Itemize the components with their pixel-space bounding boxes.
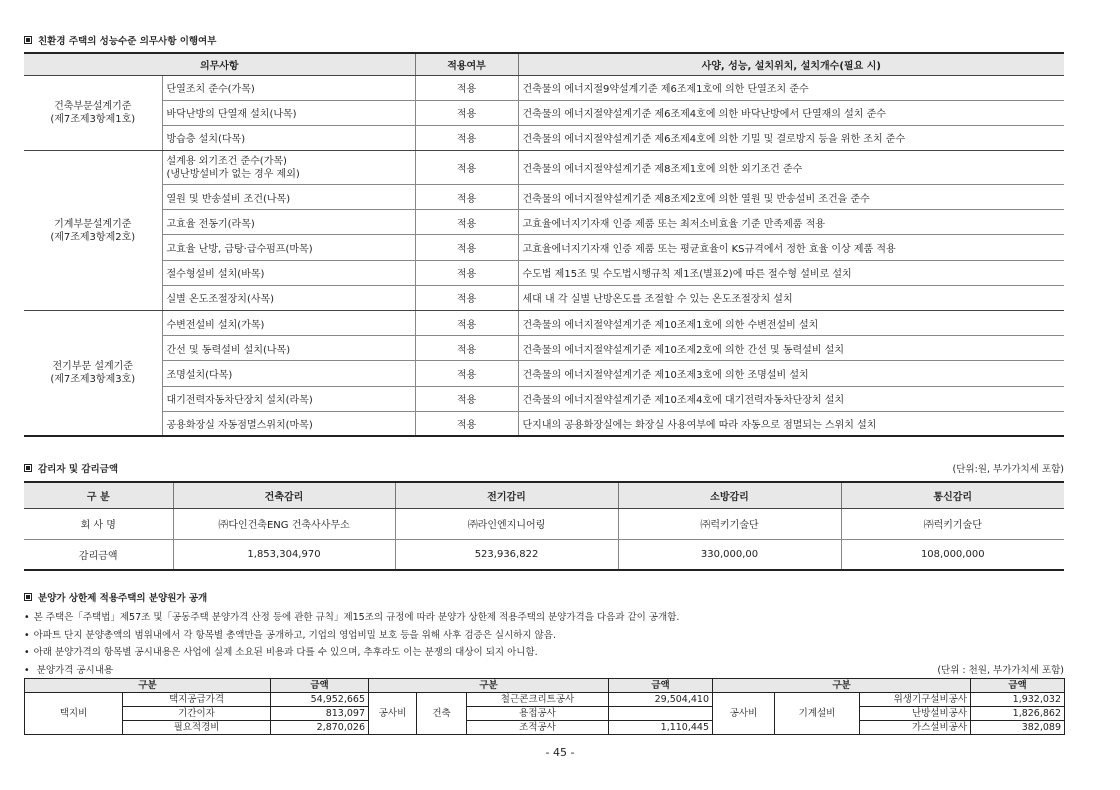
table-cell: 1,932,032 <box>971 693 1065 707</box>
mechanical-sub-label: 기계설비 <box>775 693 860 735</box>
square-bullet-icon <box>24 36 32 44</box>
table-cell: 난방설비공사 <box>860 707 971 721</box>
supervisor-header-cell: 구 분 <box>24 482 173 508</box>
price-header-gubun: 구분 <box>369 679 609 693</box>
eco-desc-cell: 건축물의 에너지절9약설계기준 제6조제1호에 의한 단열조치 준수 <box>518 75 1064 100</box>
table-cell: 1,853,304,970 <box>173 539 395 570</box>
eco-item-cell: 간선 및 동력설비 설치(나목) <box>162 336 415 361</box>
supervisor-header-cell: 건축감리 <box>173 482 395 508</box>
table-cell: 1,826,862 <box>971 707 1065 721</box>
square-bullet-icon <box>24 593 32 601</box>
table-cell: 29,504,410 <box>609 693 713 707</box>
supervisor-section-title: 감리자 및 감리금액 <box>24 461 118 475</box>
eco-desc-cell: 건축물의 에너지절약설계기준 제10조제1호에 의한 수변전설비 설치 <box>518 311 1064 336</box>
eco-desc-cell: 건축물의 에너지절약설계기준 제8조제1호에 의한 외기조건 준수 <box>518 151 1064 185</box>
eco-desc-cell: 건축물의 에너지절약설계기준 제6조제4호에 의한 기밀 및 결로방지 등을 위한 조치 준수 <box>518 125 1064 150</box>
eco-desc-cell: 건축물의 에너지절약설계기준 제10조제4호에 대기전력자동차단장치 설치 <box>518 386 1064 411</box>
construction-sub-label: 건축 <box>417 693 467 735</box>
eco-applied-cell: 적용 <box>415 235 518 260</box>
eco-applied-cell: 적용 <box>415 75 518 100</box>
table-row <box>24 285 1064 310</box>
table-cell: 523,936,822 <box>395 539 618 570</box>
table-row <box>24 125 1064 150</box>
table-cell: 382,089 <box>971 721 1065 735</box>
page-number: - 45 - <box>545 746 575 759</box>
table-row <box>24 75 1064 100</box>
construction-cost-label: 공사비 <box>369 693 417 735</box>
eco-applied-cell: 적용 <box>415 411 518 436</box>
eco-applied-cell: 적용 <box>415 100 518 125</box>
land-cost-label: 택지비 <box>25 693 123 735</box>
table-row <box>24 260 1064 285</box>
note-item-with-unit <box>24 662 1064 680</box>
eco-header-applied: 적용여부 <box>415 53 518 75</box>
eco-group-label: 건축부문설계기준 (제7조제3항제1호) <box>24 75 162 151</box>
eco-item-cell: 단열조치 준수(가목) <box>162 75 415 100</box>
table-row <box>24 508 1064 539</box>
table-row <box>24 311 1064 336</box>
note-item: 분양가격 공시내용 <box>36 664 114 676</box>
eco-item-cell: 열원 및 반송설비 조건(나목) <box>162 185 415 210</box>
eco-desc-cell: 건축물의 에너지절약설계기준 제6조제4호에 의한 바닥난방에서 단열재의 설치 준수 <box>518 100 1064 125</box>
eco-header-spec: 사양, 성능, 설치위치, 설치개수(필요 시) <box>518 53 1064 75</box>
eco-applied-cell: 적용 <box>415 210 518 235</box>
table-row <box>24 151 1064 185</box>
eco-item-cell: 실별 온도조절장치(사목) <box>162 285 415 310</box>
eco-item-cell: 조명설치(다목) <box>162 361 415 386</box>
supervisor-header-cell: 통신감리 <box>841 482 1064 508</box>
eco-section-title: 친환경 주택의 성능수준 의무사항 이행여부 <box>24 33 216 47</box>
table-cell: 용접공사 <box>467 707 609 721</box>
eco-desc-cell: 건축물의 에너지절약설계기준 제8조제2호에 의한 열원 및 반송설비 조건을 준수 <box>518 185 1064 210</box>
eco-requirements-table <box>24 52 1064 437</box>
table-row <box>24 411 1064 436</box>
price-header-gubun: 구분 <box>713 679 971 693</box>
eco-applied-cell: 적용 <box>415 311 518 336</box>
table-cell: 위생기구설비공사 <box>860 693 971 707</box>
table-cell: 필요적경비 <box>123 721 271 735</box>
table-cell: 택지공급가격 <box>123 693 271 707</box>
supervisor-header-cell: 전기감리 <box>395 482 618 508</box>
eco-group-label: 기계부문설계기준 (제7조제3항제2호) <box>24 151 162 311</box>
eco-item-cell: 공용화장실 자동점멸스위치(마목) <box>162 411 415 436</box>
table-cell: 감리금액 <box>78 550 118 562</box>
table-cell: 813,097 <box>271 707 369 721</box>
price-section-title: 분양가 상한제 적용주택의 분양원가 공개 <box>24 590 207 604</box>
table-cell: ㈜럭키기술단 <box>841 508 1064 539</box>
price-header-amount: 금액 <box>609 679 713 693</box>
price-unit-note: (단위 : 천원, 부가가치세 포함) <box>937 664 1064 676</box>
table-row <box>24 235 1064 260</box>
mechanical-cost-label: 공사비 <box>713 693 775 735</box>
eco-applied-cell: 적용 <box>415 185 518 210</box>
price-header-amount: 금액 <box>271 679 369 693</box>
table-row <box>24 336 1064 361</box>
supervisor-unit-note: (단위:원, 부가가치세 포함) <box>952 464 1064 475</box>
note-item: • 아래 분양가격의 항목별 공시내용은 사업에 실제 소요된 비용과 다를 수 있으며, 추후라도 이는 분쟁의 대상이 되지 아니함. <box>24 644 1064 662</box>
table-cell: 기간이자 <box>123 707 271 721</box>
eco-applied-cell: 적용 <box>415 336 518 361</box>
table-row <box>25 693 1065 707</box>
supervisor-header-cell: 소방감리 <box>618 482 841 508</box>
table-row <box>24 100 1064 125</box>
eco-item-cell: 방습층 설치(다목) <box>162 125 415 150</box>
eco-item-cell: 설계용 외기조건 준수(가목) (냉난방설비가 없는 경우 제외) <box>162 151 415 185</box>
table-cell: 108,000,000 <box>841 539 1064 570</box>
table-row <box>24 185 1064 210</box>
eco-applied-cell: 적용 <box>415 260 518 285</box>
price-disclosure-table <box>24 678 1065 735</box>
note-item: • 아파트 단지 분양총액의 범위내에서 각 항목별 총액만을 공개하고, 기업의 영업비밀 보호 등을 위해 사후 검증은 실시하지 않음. <box>24 627 1064 645</box>
table-row <box>24 361 1064 386</box>
table-row <box>25 707 1065 721</box>
eco-applied-cell: 적용 <box>415 361 518 386</box>
table-cell: 330,000,00 <box>618 539 841 570</box>
table-cell: 1,110,445 <box>609 721 713 735</box>
eco-item-cell: 수변전설비 설치(가목) <box>162 311 415 336</box>
eco-table-header <box>24 53 1064 75</box>
table-row <box>24 210 1064 235</box>
table-row <box>25 721 1065 735</box>
eco-applied-cell: 적용 <box>415 125 518 150</box>
table-cell: ㈜럭키기술단 <box>618 508 841 539</box>
price-header-gubun: 구분 <box>25 679 271 693</box>
table-cell: ㈜라인엔지니어링 <box>395 508 618 539</box>
eco-item-cell: 바닥난방의 단열재 설치(나목) <box>162 100 415 125</box>
note-item: • 본 주택은「주택법」제57조 및「공동주택 분양가격 산정 등에 관한 규칙」제15조의 규정에 따라 분양가 상한제 적용주택의 분양가격을 다음과 같이 공개함. <box>24 609 1064 627</box>
supervisor-table-header <box>24 482 1064 508</box>
table-cell: 철근콘크리트공사 <box>467 693 609 707</box>
eco-applied-cell: 적용 <box>415 386 518 411</box>
price-notes <box>24 609 1064 679</box>
eco-item-cell: 고효율 전동기(라목) <box>162 210 415 235</box>
table-cell: 회 사 명 <box>24 508 173 539</box>
table-cell: 조적공사 <box>467 721 609 735</box>
table-row <box>24 539 1064 570</box>
table-cell <box>609 707 713 721</box>
eco-desc-cell: 세대 내 각 실별 난방온도를 조절할 수 있는 온도조절장치 설치 <box>518 285 1064 310</box>
eco-header-requirement: 의무사항 <box>24 53 415 75</box>
eco-desc-cell: 건축물의 에너지절약설계기준 제10조제3호에 의한 조명설비 설치 <box>518 361 1064 386</box>
eco-item-cell: 절수형설비 설치(바목) <box>162 260 415 285</box>
supervisor-table <box>24 481 1064 571</box>
price-header-amount: 금액 <box>971 679 1065 693</box>
price-table-header <box>25 679 1065 693</box>
square-bullet-icon <box>24 464 32 472</box>
table-row <box>24 386 1064 411</box>
eco-item-cell: 고효율 난방, 급탕·급수펌프(마목) <box>162 235 415 260</box>
eco-desc-cell: 단지내의 공용화장실에는 화장실 사용여부에 따라 자동으로 점멸되는 스위치 설치 <box>518 411 1064 436</box>
eco-desc-cell: 건축물의 에너지절약설계기준 제10조제2호에 의한 간선 및 동력설비 설치 <box>518 336 1064 361</box>
eco-desc-cell: 고효율에너지기자재 인증 제품 또는 평균효율이 KS규격에서 정한 효율 이상 제품 적용 <box>518 235 1064 260</box>
table-cell: 54,952,665 <box>271 693 369 707</box>
eco-applied-cell: 적용 <box>415 285 518 310</box>
table-cell: 2,870,026 <box>271 721 369 735</box>
eco-desc-cell: 수도법 제15조 및 수도법시행규칙 제1조(별표2)에 따른 절수형 설비로 설치 <box>518 260 1064 285</box>
eco-group-label: 전기부문 설계기준 (제7조제3항제3호) <box>24 311 162 437</box>
eco-applied-cell: 적용 <box>415 151 518 185</box>
table-cell: 가스설비공사 <box>860 721 971 735</box>
eco-item-cell: 대기전력자동차단장치 설치(라목) <box>162 386 415 411</box>
eco-desc-cell: 고효율에너지기자재 인증 제품 또는 최저소비효율 기준 만족제품 적용 <box>518 210 1064 235</box>
table-cell: ㈜다인건축ENG 건축사사무소 <box>173 508 395 539</box>
